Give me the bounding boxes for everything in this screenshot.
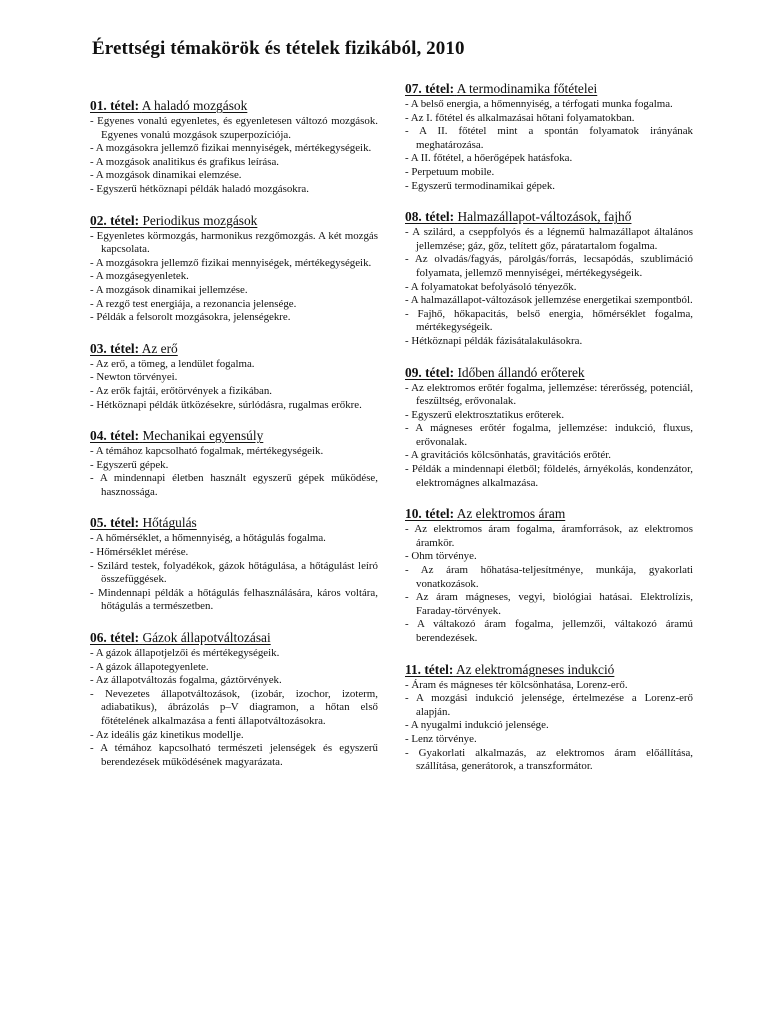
topic-section: [405, 209, 693, 348]
topic-item: - Lenz törvénye.: [405, 732, 477, 745]
topic-item: - Hétköznapi példák fázisátalakulásokra.: [405, 334, 583, 347]
topic-number: 05. tétel:: [90, 515, 140, 531]
topic-item: - A szilárd, a cseppfolyós és a légnemű halmazállapot általános jellemzése; gáz, gőz, telített gőz, páratartalom fogalma.: [405, 226, 693, 252]
topic-heading: [90, 341, 378, 357]
topic-heading: [90, 213, 378, 229]
topic-item: - A II. főtétel mint a spontán folyamatok irányának meghatározása.: [405, 125, 693, 151]
topic-item: - Áram és mágneses tér kölcsönhatása, Lorenz-erő.: [405, 678, 628, 691]
topic-section: [90, 213, 378, 325]
topic-item: - Az olvadás/fagyás, párolgás/forrás, lecsapódás, szublimáció folyamata, jellemző mennyiségei, mértékegységeik.: [405, 253, 693, 279]
topic-item: - A rezgő test energiája, a rezonancia jelensége.: [90, 297, 297, 310]
topic-item: - Az ideális gáz kinetikus modellje.: [90, 728, 244, 741]
topic-item: - A váltakozó áram fogalma, jellemzői, váltakozó áramú berendezések.: [405, 618, 693, 644]
topic-item: - Hétköznapi példák ütközésekre, súrlódásra, rugalmas erőkre.: [90, 398, 362, 411]
topic-item: - A belső energia, a hőmennyiség, a térfogati munka fogalma.: [405, 98, 673, 110]
topic-item-list: [90, 445, 378, 499]
topic-section: [405, 506, 693, 645]
topic-item: - Egyenes vonalú egyenletes, és egyenletesen változó mozgások. Egyenes vonalú mozgások szuperpozíciója.: [90, 115, 378, 141]
topic-item-list: [405, 382, 693, 491]
topic-item: - Az áram hőhatása-teljesítménye, munkája, gyakorlati vonatkozások.: [405, 564, 693, 590]
topic-section: [405, 662, 693, 774]
topic-item: - A gázok állapotjelzői és mértékegységeik.: [90, 647, 280, 660]
topic-item: - Fajhő, hőkapacitás, belső energia, hőmérséklet fogalma, mértékegységeik.: [405, 307, 693, 334]
topic-item: - Egyszerű termodinamikai gépek.: [405, 179, 555, 192]
topic-section: [90, 515, 378, 614]
page-title: Érettségi témakörök és tételek fizikából, 2010: [92, 38, 465, 59]
topic-item: - A mozgási indukció jelensége, értelmezése a Lorenz-erő alapján.: [405, 692, 693, 718]
topic-item: - A nyugalmi indukció jelensége.: [405, 719, 549, 732]
topic-item-list: [405, 226, 693, 348]
topic-item-list: [405, 98, 693, 193]
topic-item: - A mindennapi életben használt egyszerű gépek működése, hasznossága.: [90, 472, 378, 498]
topic-item: - A mozgások dinamikai jellemzése.: [90, 283, 248, 296]
topic-number: 07. tétel:: [405, 81, 455, 96]
topic-name: A termodinamika főtételei: [456, 81, 598, 96]
topic-item: - Egyszerű hétköznapi példák haladó mozgásokra.: [90, 182, 309, 195]
topic-item: - A témához kapcsolható természeti jelenségek és egyszerű berendezések működésének magyarázata.: [90, 742, 378, 768]
topic-name: Periodikus mozgások: [142, 212, 258, 228]
topic-number: 08. tétel:: [405, 209, 455, 225]
topic-item: - Az elektromos erőtér fogalma, jellemzése: térerősség, potenciál, feszültség, erővonalak.: [405, 381, 693, 408]
topic-name: Mechanikai egyensúly: [142, 428, 264, 444]
topic-item: - A hőmérséklet, a hőmennyiség, a hőtágulás fogalma.: [90, 532, 326, 545]
topic-number: 09. tétel:: [405, 364, 455, 380]
topic-item: - Egyszerű gépek.: [90, 458, 169, 471]
topic-item: - A II. főtétel, a hőerőgépek hatásfoka.: [405, 152, 573, 165]
topic-item: - A halmazállapot-változások jellemzése energetikai szempontból.: [405, 294, 693, 307]
topic-number: 01. tétel:: [90, 98, 140, 113]
topic-item: - Mindennapi példák a hőtágulás felhasználására, káros voltára, hőtágulás a természetben.: [90, 586, 378, 613]
topic-section: [90, 341, 378, 412]
topic-item: - A mozgásokra jellemző fizikai mennyiségek, mértékegységeik.: [90, 142, 372, 155]
topic-number: 04. tétel:: [90, 428, 140, 444]
topic-name: Hőtágulás: [142, 515, 197, 531]
topic-item: - Az áram mágneses, vegyi, biológiai hatásai. Elektrolízis, Faraday-törvények.: [405, 591, 693, 617]
topic-name: Az elektromágneses indukció: [455, 661, 615, 677]
topic-item-list: [90, 358, 378, 412]
topic-item: - A mozgások analitikus és grafikus leírása.: [90, 155, 280, 168]
topic-item-list: [405, 679, 693, 774]
topic-item-list: [90, 115, 378, 197]
topic-item: - Az I. főtétel és alkalmazásai hőtani folyamatokban.: [405, 111, 635, 124]
topic-heading: [405, 662, 693, 678]
topic-section: [405, 365, 693, 491]
topic-item-list: [90, 230, 378, 325]
topic-item: - A témához kapcsolható fogalmak, mértékegységeik.: [90, 445, 324, 458]
topic-item: - A gravitációs kölcsönhatás, gravitációs erőtér.: [405, 449, 611, 462]
topic-item: - Egyszerű elektrosztatikus erőterek.: [405, 408, 565, 421]
topic-number: 02. tétel:: [90, 212, 140, 228]
topic-item-list: [90, 532, 378, 614]
topic-number: 11. tétel:: [405, 661, 454, 677]
topic-item: - A mozgásokra jellemző fizikai mennyiségek, mértékegységeik.: [90, 256, 372, 269]
topic-heading: [405, 365, 693, 381]
topic-item-list: [90, 647, 378, 769]
topic-heading: [405, 209, 693, 225]
topic-number: 10. tétel:: [405, 506, 455, 522]
topic-item-list: [405, 523, 693, 645]
left-column: [90, 98, 378, 785]
topic-heading: [90, 428, 378, 444]
topic-section: [90, 630, 378, 769]
topic-heading: [405, 81, 693, 97]
topic-item: - Egyenletes körmozgás, harmonikus rezgőmozgás. A két mozgás kapcsolata.: [90, 229, 378, 256]
topic-item: - Perpetuum mobile.: [405, 165, 495, 178]
topic-item: - A gázok állapotegyenlete.: [90, 660, 209, 673]
topic-item: - A folyamatokat befolyásoló tényezők.: [405, 280, 577, 293]
topic-item: - Nevezetes állapotváltozások, (izobár, izochor, izoterm, adiabatikus), ábrázolás p–V diagramon, a hőtan első főtételének alkalmazása a fenti állapotváltozásokra.: [90, 687, 378, 727]
right-column: [405, 81, 693, 790]
topic-item: - A mágneses erőtér fogalma, jellemzése: indukció, fluxus, erővonalak.: [405, 422, 693, 448]
topic-heading: [90, 630, 378, 646]
topic-heading: [405, 506, 693, 522]
topic-item: - Gyakorlati alkalmazás, az elektromos áram előállítása, szállítása, generátorok, a transzformátor.: [405, 746, 693, 773]
topic-item: - Példák a mindennapi életből; földelés, árnyékolás, kondenzátor, elektromágnes alkalmazása.: [405, 463, 693, 489]
topic-item: - Hőmérséklet mérése.: [90, 546, 189, 559]
topic-section: [90, 428, 378, 499]
topic-item: - Az erő, a tömeg, a lendület fogalma.: [90, 357, 255, 370]
topic-number: 06. tétel:: [90, 630, 140, 646]
topic-item: - Példák a felsorolt mozgásokra, jelenségekre.: [90, 311, 291, 324]
topic-item: - Az állapotváltozás fogalma, gáztörvények.: [90, 674, 282, 687]
topic-item: - Az elektromos áram fogalma, áramforrások, az elektromos áramkör.: [405, 523, 693, 549]
topic-name: Gázok állapotváltozásai: [142, 630, 271, 646]
topic-section: [90, 98, 378, 197]
topic-item: - A mozgások dinamikai elemzése.: [90, 169, 242, 182]
topic-item: - Az erők fajtái, erőtörvények a fizikában.: [90, 384, 273, 397]
topic-item: - Ohm törvénye.: [405, 550, 477, 563]
topic-heading: [90, 98, 378, 114]
topic-name: Időben állandó erőterek: [457, 364, 585, 380]
topic-item: - A mozgásegyenletek.: [90, 270, 189, 283]
topic-number: 03. tétel:: [90, 340, 140, 356]
topic-heading: [90, 515, 378, 531]
topic-name: Halmazállapot-változások, fajhő: [457, 209, 632, 225]
topic-item: - Szilárd testek, folyadékok, gázok hőtágulása, a hőtágulást leíró összefüggések.: [90, 559, 378, 586]
topic-section: [405, 81, 693, 193]
topic-item: - Newton törvényei.: [90, 371, 178, 384]
topic-name: Az elektromos áram: [456, 506, 566, 522]
topic-name: A haladó mozgások: [141, 98, 248, 113]
topic-name: Az erő: [141, 340, 178, 356]
